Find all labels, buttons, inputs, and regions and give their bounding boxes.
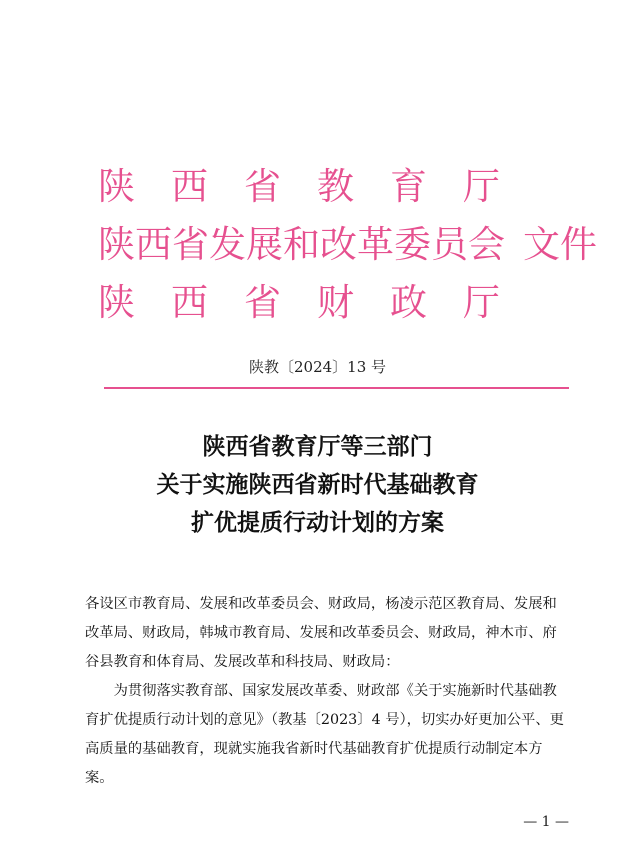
issuer-char: 教 bbox=[317, 165, 390, 208]
document-title bbox=[0, 428, 635, 542]
issuer-char: 陕 bbox=[98, 165, 171, 208]
issuer-char: 陕 bbox=[98, 281, 171, 324]
title-line: 陕西省教育厅等三部门 bbox=[202, 433, 433, 460]
document-number: 陕教〔2024〕13 号 bbox=[248, 358, 387, 376]
issuer-char: 省 bbox=[244, 281, 317, 324]
document-body bbox=[85, 590, 565, 793]
issuer-char: 西 bbox=[171, 165, 244, 208]
body-paragraph: 为贯彻落实教育部、国家发展改革委、财政部《关于实施新时代基础教育扩优提质行动计划的意见》（教基〔2023〕4 号），切实办好更加公平、更高质量的基础教育，现就实施我省新时代基础教育扩优提质行动制定本方案。 bbox=[85, 683, 564, 786]
title-line: 扩优提质行动计划的方案 bbox=[191, 509, 444, 536]
red-divider-line bbox=[104, 387, 569, 389]
issuer-char: 西 bbox=[171, 281, 244, 324]
issuer-char: 厅 bbox=[463, 281, 500, 324]
issuer-char: 财 bbox=[317, 281, 390, 324]
issuer-char: 育 bbox=[390, 165, 463, 208]
issuer-char: 省 bbox=[244, 165, 317, 208]
issuer-line-development bbox=[98, 216, 597, 274]
issuer-char: 政 bbox=[390, 281, 463, 324]
title-line: 关于实施陕西省新时代基础教育 bbox=[156, 471, 479, 498]
page-number: — 1 — bbox=[523, 814, 569, 830]
issuer-char: 厅 bbox=[463, 165, 500, 208]
issuer-header bbox=[98, 158, 597, 332]
addressee-paragraph: 各设区市教育局、发展和改革委员会、财政局，杨凌示范区教育局、发展和改革局、财政局，韩城市教育局、发展和改革委员会、财政局，神木市、府谷县教育和体育局、发展改革和科技局、财政局： bbox=[85, 596, 557, 670]
document-label: 文件 bbox=[523, 223, 597, 266]
issuer-line-education bbox=[98, 158, 568, 216]
issuer-line-finance bbox=[98, 274, 568, 332]
issuer-name: 陕西省发展和改革委员会 bbox=[98, 223, 505, 266]
